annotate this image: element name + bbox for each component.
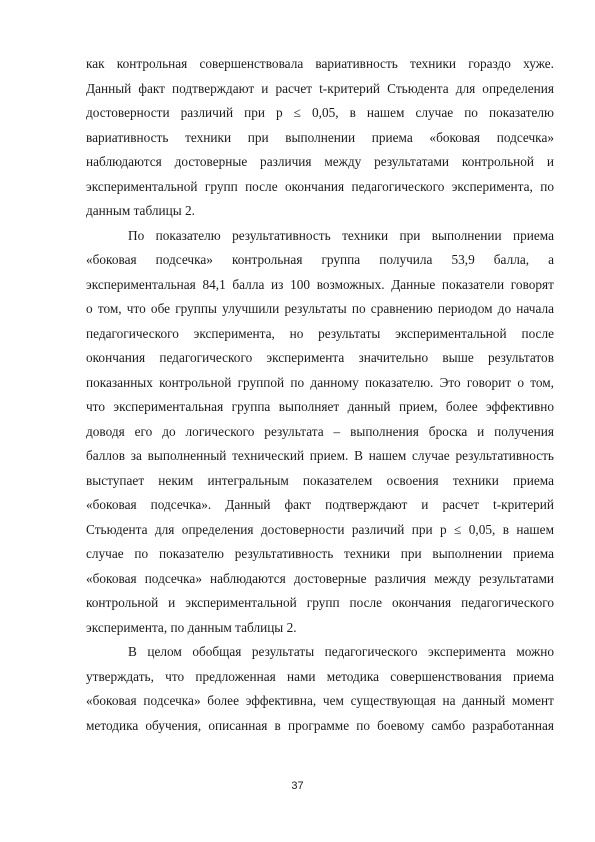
- text-line: окончания педагогического эксперимента значительно выше результатов: [86, 350, 554, 365]
- text-line: экспериментальная 84,1 балла из 100 возможных. Данные показатели говорят: [86, 276, 554, 292]
- text-line: баллов за выполненный технический прием. В нашем случае результативность: [86, 448, 554, 463]
- page-number: 37: [291, 780, 304, 792]
- text-line: достоверности различий при p ≤ 0,05, в нашем случае по показателю: [86, 105, 554, 120]
- text-line: Данный факт подтверждают и расчет t-критерий Стьюдента для определения: [86, 80, 554, 96]
- text-line: что экспериментальная группа выполняет данный прием, более эффективно: [86, 399, 554, 414]
- text-line: контрольной и экспериментальной групп после окончания педагогического: [86, 595, 554, 610]
- text-line: как контрольная совершенствовала вариативность техники гораздо хуже.: [86, 56, 554, 71]
- text-line: показанных контрольной группой по данному показателю. Это говорит о том,: [86, 374, 554, 390]
- text-line: педагогического эксперимента, но результаты экспериментальной после: [86, 325, 554, 341]
- text-line: доводя его до логического результата – выполнения броска и получения: [86, 423, 554, 439]
- text-line: наблюдаются достоверные различия между результатами контрольной и: [86, 154, 554, 169]
- text-line: «боковая подсечка» наблюдаются достоверные различия между результатами: [86, 570, 554, 586]
- text-line: Стьюдента для определения достоверности различий при p ≤ 0,05, в нашем: [86, 521, 554, 537]
- text-line: По показателю результативность техники при выполнении приема: [128, 227, 554, 243]
- text-line: экспериментальной групп после окончания педагогического эксперимента, по: [86, 178, 554, 194]
- text-line: вариативность техники при выполнении приема «боковая подсечка»: [86, 129, 554, 145]
- text-line: эксперимента, по данным таблицы 2.: [86, 619, 297, 635]
- text-line: данным таблицы 2.: [86, 203, 195, 218]
- text-line: «боковая подсечка» контрольная группа получила 53,9 балла, а: [86, 252, 554, 267]
- text-line: о том, что обе группы улучшили результаты по сравнению периодом до начала: [86, 301, 554, 316]
- text-line: «боковая подсечка» более эффективна, чем существующая на данный момент: [86, 693, 554, 708]
- text-line: «боковая подсечка». Данный факт подтверждают и расчет t-критерий: [86, 497, 554, 512]
- text-line: случае по показателю результативность техники при выполнении приема: [86, 546, 554, 561]
- text-line: выступает неким интегральным показателем освоения техники приема: [86, 472, 554, 488]
- text-line: утверждать, что предложенная нами методика совершенствования приема: [86, 668, 554, 684]
- body-text: [86, 52, 554, 738]
- text-line: В целом обобщая результаты педагогического эксперимента можно: [128, 644, 554, 659]
- text-line: методика обучения, описанная в программе по боевому самбо разработанная: [86, 717, 554, 733]
